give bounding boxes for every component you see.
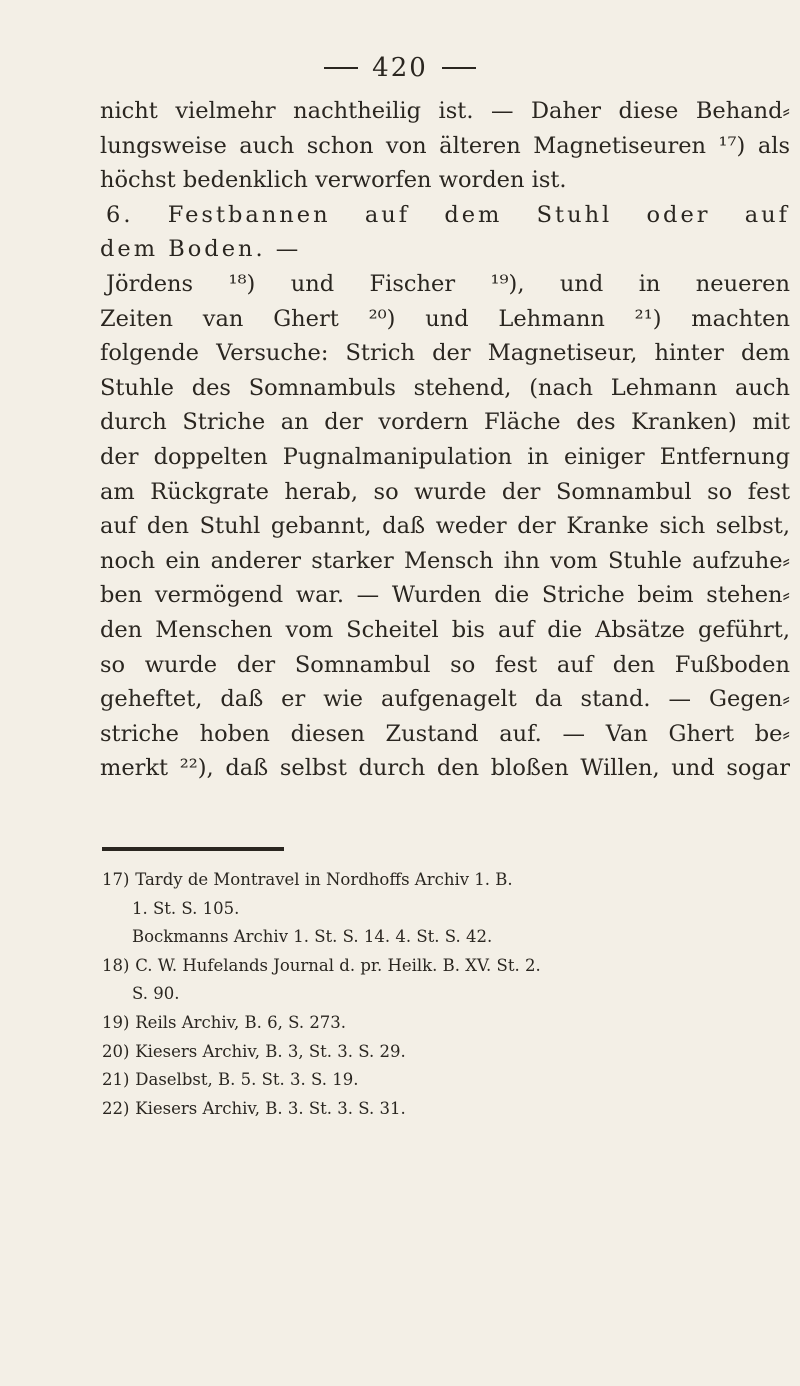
footnote-text: Reils Archiv, B. 6, S. 273. xyxy=(135,1012,347,1032)
footnote-number: 20) xyxy=(102,1041,130,1061)
text-line: Jördens ¹⁸) und Fischer ¹⁹), und in neueren xyxy=(106,270,790,297)
text-line: lungsweise auch schon von älteren Magnetiseuren ¹⁷) als xyxy=(100,132,790,159)
footnote-text: Kiesers Archiv, B. 3. St. 3. S. 31. xyxy=(135,1098,406,1118)
page-number: 420 xyxy=(372,53,428,83)
footnote-text: Tardy de Montravel in Nordhoffs Archiv 1. B. xyxy=(135,870,513,889)
text-line: ben vermögend war. — Wurden die Striche beim stehen⸗ xyxy=(100,582,790,609)
text-line: der doppelten Pugnalmanipulation in einiger Entfernung xyxy=(100,443,790,470)
footnote xyxy=(102,1009,792,1038)
footnote-number: 19) xyxy=(102,1012,130,1032)
text-line: striche hoben diesen Zustand auf. — Van Ghert be⸗ xyxy=(100,720,790,747)
page-header xyxy=(0,48,800,88)
header-dash-left xyxy=(324,67,358,69)
text-line: merkt ²²), daß selbst durch den bloßen Willen, und sogar xyxy=(100,755,790,782)
footnote xyxy=(102,1038,792,1067)
footnote xyxy=(102,866,792,895)
footnote-divider xyxy=(102,847,284,851)
section-heading: 6. Festbannen auf dem Stuhl oder auf xyxy=(106,201,790,228)
footnote-text: 1. St. S. 105. xyxy=(132,898,240,918)
text-line: durch Striche an der vordern Fläche des Kranken) mit xyxy=(100,409,790,436)
text-line: so wurde der Somnambul so fest auf den Fußboden xyxy=(100,651,790,678)
text-line: Stuhle des Somnambuls stehend, (nach Lehmann auch xyxy=(100,374,790,401)
main-text xyxy=(100,94,790,786)
text-line: noch ein anderer starker Mensch ihn vom Stuhle aufzuhe⸗ xyxy=(100,547,790,574)
footnote-number: 22) xyxy=(102,1098,130,1118)
text-line: höchst bedenklich verworfen worden ist. xyxy=(100,167,567,194)
footnote-number: 17) xyxy=(102,870,130,889)
text-line: folgende Versuche: Strich der Magnetiseur, hinter dem xyxy=(100,340,790,367)
text-line: nicht vielmehr nachtheilig ist. — Daher diese Behand⸗ xyxy=(100,98,790,124)
text-line: den Menschen vom Scheitel bis auf die Absätze geführt, xyxy=(100,616,790,643)
footnotes xyxy=(102,866,792,1123)
text-line: Zeiten van Ghert ²⁰) und Lehmann ²¹) machten xyxy=(100,305,790,332)
section-heading-cont: dem Boden. — xyxy=(100,236,302,263)
text-line: auf den Stuhl gebannt, daß weder der Kranke sich selbst, xyxy=(100,513,790,540)
footnote xyxy=(102,952,792,981)
footnote-number: 18) xyxy=(102,955,130,975)
footnote-continuation xyxy=(102,895,792,924)
footnote-text: Bockmanns Archiv 1. St. S. 14. 4. St. S. 42. xyxy=(132,927,493,947)
footnote-text: Daselbst, B. 5. St. 3. S. 19. xyxy=(135,1070,359,1090)
header-dash-right xyxy=(442,67,476,69)
footnote-continuation xyxy=(102,923,792,952)
footnote-continuation xyxy=(102,980,792,1009)
footnote-text: Kiesers Archiv, B. 3, St. 3. S. 29. xyxy=(135,1041,406,1061)
footnote-text: S. 90. xyxy=(132,984,180,1004)
footnote xyxy=(102,1066,792,1095)
footnote xyxy=(102,1095,792,1124)
footnote-text: C. W. Hufelands Journal d. pr. Heilk. B. XV. St. 2. xyxy=(135,955,541,975)
text-line: geheftet, daß er wie aufgenagelt da stand. — Gegen⸗ xyxy=(100,686,790,713)
text-line: am Rückgrate herab, so wurde der Somnambul so fest xyxy=(100,478,790,505)
footnote-number: 21) xyxy=(102,1070,130,1090)
